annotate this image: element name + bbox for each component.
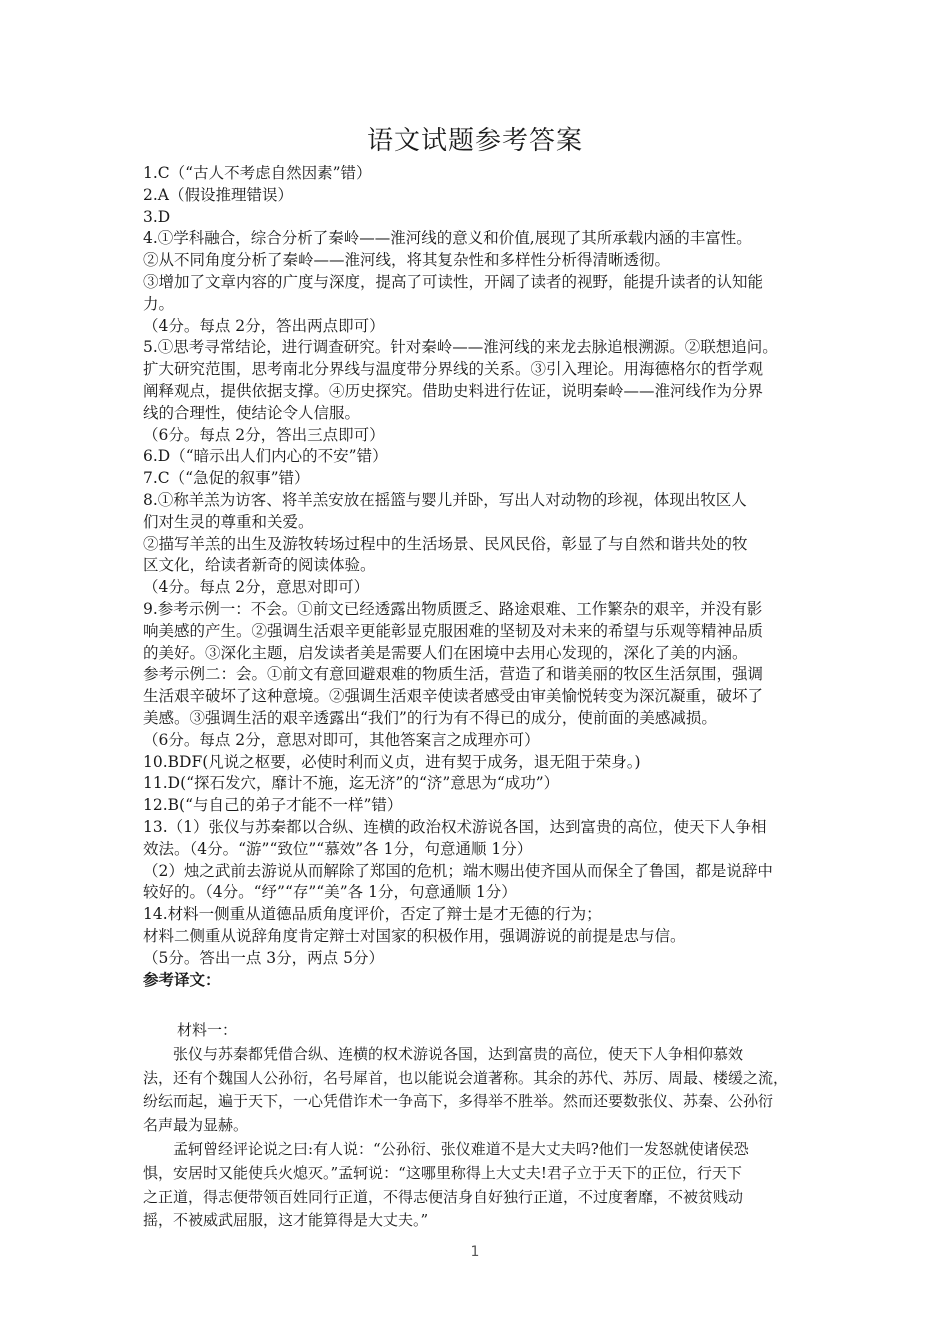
translation-line: 纷纭而起，遍于天下，一心凭借诈术一争高下，多得举不胜举。然而还要数张仪、苏秦、公孙衍 bbox=[143, 1092, 774, 1111]
answer-line: 线的合理性，使结论令人信服。 bbox=[143, 403, 361, 422]
answer-line: 阐释观点，提供依据支撑。④历史探究。借助史料进行佐证，说明秦岭——淮河线作为分界 bbox=[143, 381, 764, 400]
answer-line: 11.D(“探石发穴，靡计不施，迄无济”的“济”意思为“成功”） bbox=[143, 774, 560, 793]
answer-line: 12.B(“与自己的弟子才能不一样”错） bbox=[143, 796, 403, 815]
answer-line: ②描写羊羔的出生及游牧转场过程中的生活场景、民风民俗，彰显了与自然和谐共处的牧 bbox=[143, 534, 748, 553]
translation-section bbox=[143, 1019, 823, 1233]
answer-line: 3.D bbox=[143, 207, 171, 226]
answer-line: 1.C（“古人不考虑自然因素”错） bbox=[143, 164, 372, 182]
answer-line: 14.材料一侧重从道德品质角度评价，否定了辩士是才无德的行为； bbox=[143, 905, 602, 924]
answer-line: （4分。每点 2分，意思对即可） bbox=[143, 578, 370, 597]
answer-line: 响美感的产生。②强调生活艰辛更能彰显克服困难的坚韧及对未来的希望与乐观等精神品质 bbox=[143, 621, 764, 640]
answer-line: 材料二侧重从说辞角度肯定辩士对国家的积极作用，强调游说的前提是忠与信。 bbox=[143, 926, 686, 945]
answer-list bbox=[143, 163, 823, 991]
answer-line: 10.BDF(凡说之枢要，必使时利而义贞，进有契于成务，退无阻于荣身。) bbox=[143, 752, 641, 771]
answer-line: 力。 bbox=[143, 294, 175, 313]
translation-line: 摇，不被威武屈服，这才能算得是大丈夫。” bbox=[143, 1211, 429, 1230]
answer-line: 扩大研究范围，思考南北分界线与温度带分界线的关系。③引入理论。用海德格尔的哲学观 bbox=[143, 360, 764, 379]
answer-line: （4分。每点 2分，答出两点即可） bbox=[143, 316, 385, 335]
answer-line: （6分。每点 2分，答出三点即可） bbox=[143, 425, 385, 444]
answer-line: ②从不同角度分析了秦岭——淮河线，将其复杂性和多样性分析得清晰透彻。 bbox=[143, 251, 671, 270]
translation-heading: 参考译文： bbox=[143, 970, 221, 990]
answer-line: 7.C（“急促的叙事”错） bbox=[143, 469, 310, 488]
answer-line: 较好的。（4分。“纾”“存”“美”各 1分，句意通顺 1分） bbox=[143, 883, 517, 902]
answer-line: 的美好。③深化主题，启发读者美是需要人们在困境中去用心发现的，深化了美的内涵。 bbox=[143, 643, 748, 662]
answer-line: ③增加了文章内容的广度与深度，提高了可读性，开阔了读者的视野，能提升读者的认知能 bbox=[143, 272, 764, 291]
answer-line: （6分。每点 2分，意思对即可，其他答案言之成理亦可） bbox=[143, 730, 540, 749]
answer-line: 美感。③强调生活的艰辛透露出“我们”的行为有不得已的成分，使前面的美感减损。 bbox=[143, 708, 717, 727]
answer-line: 5.①思考寻常结论，进行调查研究。针对秦岭——淮河线的来龙去脉追根溯源。②联想追问。 bbox=[143, 338, 778, 357]
answer-line: 2.A（假设推理错误） bbox=[143, 185, 293, 204]
page-title: 语文试题参考答案 bbox=[366, 126, 583, 156]
answer-line: 生活艰辛破坏了这种意境。②强调生活艰辛使读者感受由审美愉悦转变为深沉凝重，破坏了 bbox=[143, 687, 764, 706]
translation-line: 之正道，得志便带领百姓同行正道，不得志便洁身自好独行正道，不过度奢靡，不被贫贱动 bbox=[143, 1187, 744, 1206]
answer-line: 区文化，给读者新奇的阅读体验。 bbox=[143, 556, 376, 575]
answer-line: 9.参考示例一：不会。①前文已经透露出物质匮乏、路途艰难、工作繁杂的艰辛，并没有影 bbox=[143, 599, 763, 618]
translation-line: 名声最为显赫。 bbox=[143, 1116, 249, 1135]
answer-line: （5分。答出一点 3分，两点 5分） bbox=[143, 948, 384, 967]
answer-line: 们对生灵的尊重和关爱。 bbox=[143, 512, 314, 531]
material-one-label: 材料一： bbox=[177, 1021, 238, 1039]
translation-line: 孟轲曾经评论说之曰:有人说：“公孙衍、张仪难道不是大丈夫吗?他们一发怒就使诸侯恐 bbox=[173, 1139, 749, 1158]
answer-line: 4.①学科融合，综合分析了秦岭——淮河线的意义和价值,展现了其所承载内涵的丰富性。 bbox=[143, 229, 752, 248]
answer-line: 8.①称羊羔为访客、将羊羔安放在摇篮与婴儿并卧，写出人对动物的珍视，体现出牧区人 bbox=[143, 490, 747, 509]
answer-line: 参考示例二：会。①前文有意回避艰难的物质生活，营造了和谐美丽的牧区生活氛围，强调 bbox=[143, 665, 764, 684]
translation-line: 惧，安居时又能使兵火熄灭。”孟轲说：“这哪里称得上大丈夫!君子立于天下的正位，行天下 bbox=[143, 1163, 742, 1182]
answer-line: 13.（1）张仪与苏秦都以合纵、连横的政治权术游说各国，达到富贵的高位，使天下人争相 bbox=[143, 817, 767, 836]
answer-line: 6.D（“暗示出人们内心的不安”错） bbox=[143, 447, 388, 466]
translation-line: 法，还有个魏国人公孙衍，名号犀首，也以能说会道著称。其余的苏代、苏厉、周最、楼缓之流， bbox=[143, 1068, 789, 1087]
page-number: 1 bbox=[470, 1244, 480, 1260]
answer-line: 效法。（4分。“游”“致位”“慕效”各 1分，句意通顺 1分） bbox=[143, 839, 533, 858]
answer-line: （2）烛之武前去游说从而解除了郑国的危机；端木赐出使齐国从而保全了鲁国，都是说辞中 bbox=[143, 861, 773, 880]
translation-line: 张仪与苏秦都凭借合纵、连横的权术游说各国，达到富贵的高位，使天下人争相仰慕效 bbox=[173, 1044, 744, 1063]
